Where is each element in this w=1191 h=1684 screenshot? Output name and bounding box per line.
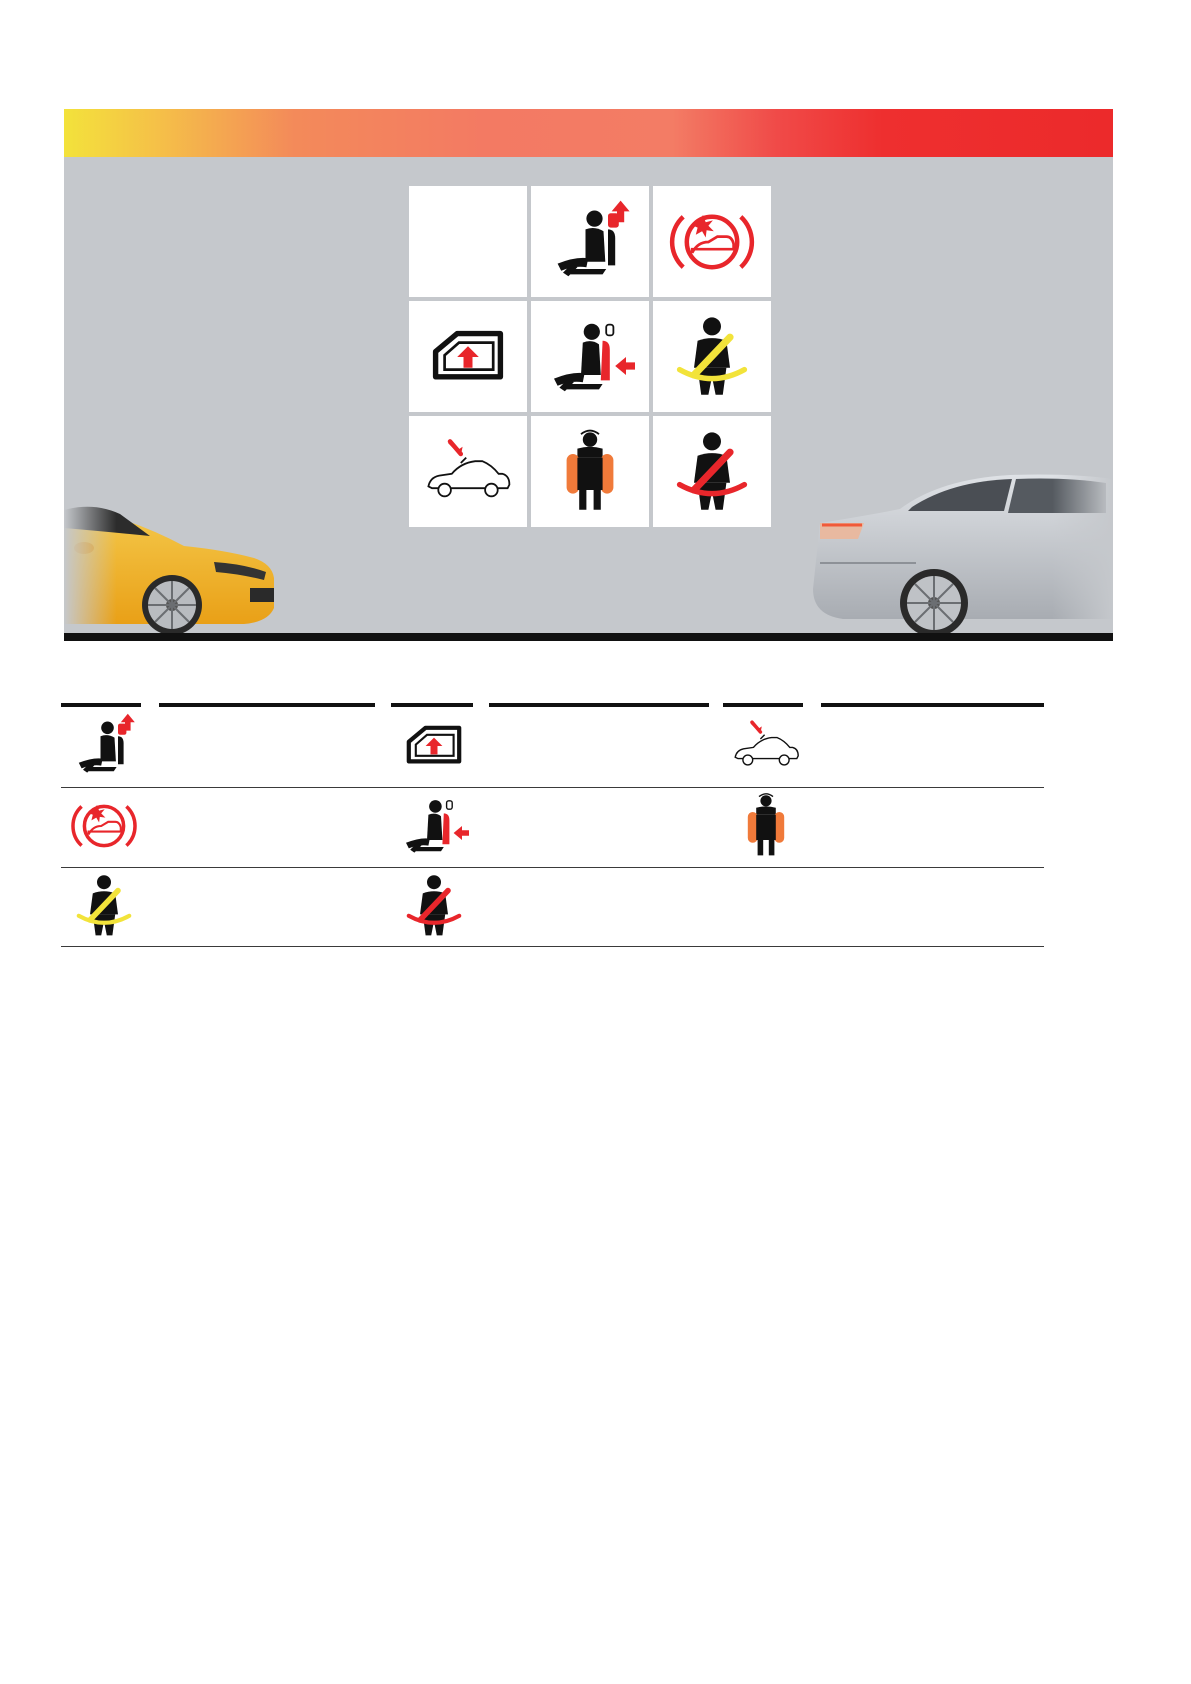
seat-side-airbag-icon xyxy=(545,427,635,517)
yellow-coupe-image xyxy=(64,492,274,635)
legend-icon-cell xyxy=(61,791,147,861)
legend-icon-cell xyxy=(61,871,147,941)
grid-tile-3-3 xyxy=(653,416,771,527)
seatbelt-yellow-icon xyxy=(667,312,757,402)
grid-tile-1-1 xyxy=(409,186,527,297)
seat-side-airbag-icon xyxy=(728,791,804,861)
legend-row-divider xyxy=(61,867,1044,868)
seatbelt-red-icon xyxy=(667,427,757,517)
gradient-header-bar xyxy=(64,109,1113,157)
silver-sedan-image xyxy=(810,471,1113,637)
seat-backrest-icon xyxy=(396,791,472,861)
warning-icon-grid xyxy=(409,186,780,533)
sunroof-close-icon xyxy=(423,427,513,517)
seat-backrest-icon xyxy=(545,312,635,402)
header-bar-text-2 xyxy=(489,703,709,707)
header-bar-text-1 xyxy=(159,703,375,707)
grid-tile-3-1 xyxy=(409,416,527,527)
window-close-icon xyxy=(396,711,472,781)
legend-icon-cell xyxy=(723,791,809,861)
brake-pre-sense-icon xyxy=(667,197,757,287)
header-bar-icon-1 xyxy=(61,703,141,707)
window-close-icon xyxy=(423,312,513,402)
grid-tile-1-2 xyxy=(531,186,649,297)
header-bar-icon-2 xyxy=(391,703,473,707)
legend-row-divider xyxy=(61,787,1044,788)
seat-headrest-raise-icon xyxy=(545,197,635,287)
legend-row-divider xyxy=(61,946,1044,947)
legend-icon-cell xyxy=(61,711,147,781)
grid-tile-1-3 xyxy=(653,186,771,297)
header-bar-icon-3 xyxy=(723,703,803,707)
legend-icon-cell xyxy=(391,711,477,781)
grid-tile-3-2 xyxy=(531,416,649,527)
hero-banner xyxy=(64,109,1113,641)
seatbelt-red-icon xyxy=(396,871,472,941)
sunroof-close-icon xyxy=(728,711,804,781)
header-bar-text-3 xyxy=(821,703,1044,707)
banner-baseline xyxy=(64,633,1113,641)
legend-icon-cell xyxy=(723,711,809,781)
legend-icon-cell xyxy=(391,871,477,941)
brake-pre-sense-icon xyxy=(66,791,142,861)
grid-tile-2-3 xyxy=(653,301,771,412)
grid-tile-2-1 xyxy=(409,301,527,412)
legend-icon-cell xyxy=(391,791,477,861)
seat-headrest-raise-icon xyxy=(66,711,142,781)
legend-table xyxy=(61,703,1044,953)
seatbelt-yellow-icon xyxy=(66,871,142,941)
grid-tile-2-2 xyxy=(531,301,649,412)
